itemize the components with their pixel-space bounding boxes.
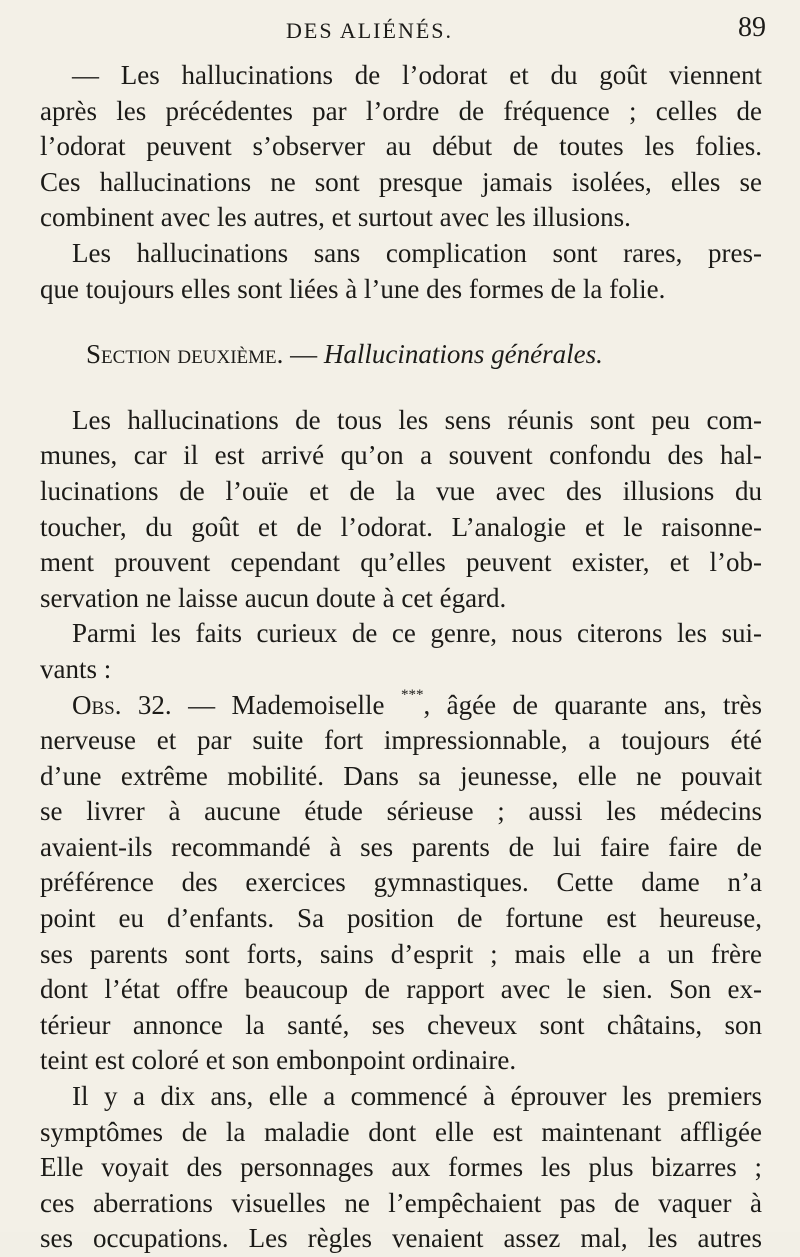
section-separator: —	[283, 339, 324, 370]
text-line: dont l’état offre beaucoup de rapport avec le sien. Son ex-	[40, 974, 762, 1005]
text-line: vants :	[40, 653, 112, 684]
text-line: préférence des exercices gymnastiques. Cette dame n’a	[40, 867, 762, 898]
text-line: térieur annonce la santé, ses cheveux sont châtains, son	[40, 1009, 762, 1040]
text-line: symptômes de la maladie dont elle est maintenant affligée	[40, 1116, 762, 1147]
text-line: l’odorat peuvent s’observer au début de toutes les folies.	[40, 131, 762, 162]
text-line: ses occupations. Les règles venaient assez mal, les autres	[40, 1223, 762, 1254]
text-line: après les précédentes par l’ordre de fréquence ; celles de	[40, 95, 762, 126]
running-title: DES ALIÉNÉS.	[286, 18, 453, 43]
text-line: servation ne laisse aucun doute à cet égard.	[40, 582, 507, 613]
text-line: Ces hallucinations ne sont presque jamais isolées, elles se	[40, 166, 762, 197]
text-line: se livrer à aucune étude sérieuse ; aussi les médecins	[40, 796, 762, 827]
paragraph	[40, 1079, 762, 1257]
text-line: ses parents sont forts, sains d’esprit ; mais elle a un frère	[40, 938, 762, 969]
observation-first-line	[40, 688, 762, 724]
text-line: teint est coloré et son embonpoint ordinaire.	[40, 1045, 517, 1076]
text-line: Les hallucinations sans complication sont rares, pres-	[72, 237, 762, 268]
text-line: point eu d’enfants. Sa position de fortune est heureuse,	[40, 903, 762, 934]
text-line: nerveuse et par suite fort impressionnable, a toujours été	[40, 725, 762, 756]
paragraph	[40, 616, 762, 687]
text-line: ment prouvent cependant qu’elles peuvent exister, et l’ob-	[40, 547, 762, 578]
observation-paragraph	[40, 688, 762, 1080]
observation-intro: — Mademoiselle	[171, 689, 401, 720]
text-line: ces aberrations visuelles ne l’empêchaient pas de vaquer à	[40, 1187, 762, 1218]
text-line: avaient-ils recommandé à ses parents de lui faire faire de	[40, 831, 762, 862]
text-line: toucher, du goût et de l’odorat. L’analogie et le raisonne-	[40, 511, 762, 542]
text-line: d’une extrême mobilité. Dans sa jeunesse, elle ne pouvait	[40, 760, 762, 791]
paragraph	[40, 403, 762, 617]
text-line: Il y a dix ans, elle a commencé à éprouver les premiers	[72, 1081, 762, 1112]
section-heading	[40, 337, 762, 373]
text-line: — Les hallucinations de l’odorat et du goût viennent	[72, 60, 762, 90]
observation-first-line-rest: , âgée de quarante ans, très	[423, 689, 762, 720]
body-text	[40, 58, 762, 1257]
text-line: combinent avec les autres, et surtout avec les illusions.	[40, 202, 631, 233]
running-head	[0, 10, 800, 50]
paragraph	[40, 236, 762, 307]
text-line: Parmi les faits curieux de ce genre, nous citerons les sui-	[72, 618, 762, 649]
section-title: Hallucinations générales.	[323, 339, 603, 370]
text-line: munes, car il est arrivé qu’on a souvent confondu des hal-	[40, 440, 762, 471]
page-number: 89	[738, 12, 766, 43]
anonymized-name: ***	[400, 686, 424, 703]
observation-label: Obs. 32.	[72, 689, 172, 720]
text-line: Les hallucinations de tous les sens réunis sont peu com-	[72, 404, 762, 435]
text-line: lucinations de l’ouïe et de la vue avec des illusions du	[40, 475, 762, 506]
section-label: Section deuxième.	[86, 339, 284, 370]
text-line: que toujours elles sont liées à l’une des formes de la folie.	[40, 273, 666, 304]
text-line: Elle voyait des personnages aux formes les plus bizarres ;	[40, 1152, 762, 1183]
paragraph	[40, 58, 762, 236]
